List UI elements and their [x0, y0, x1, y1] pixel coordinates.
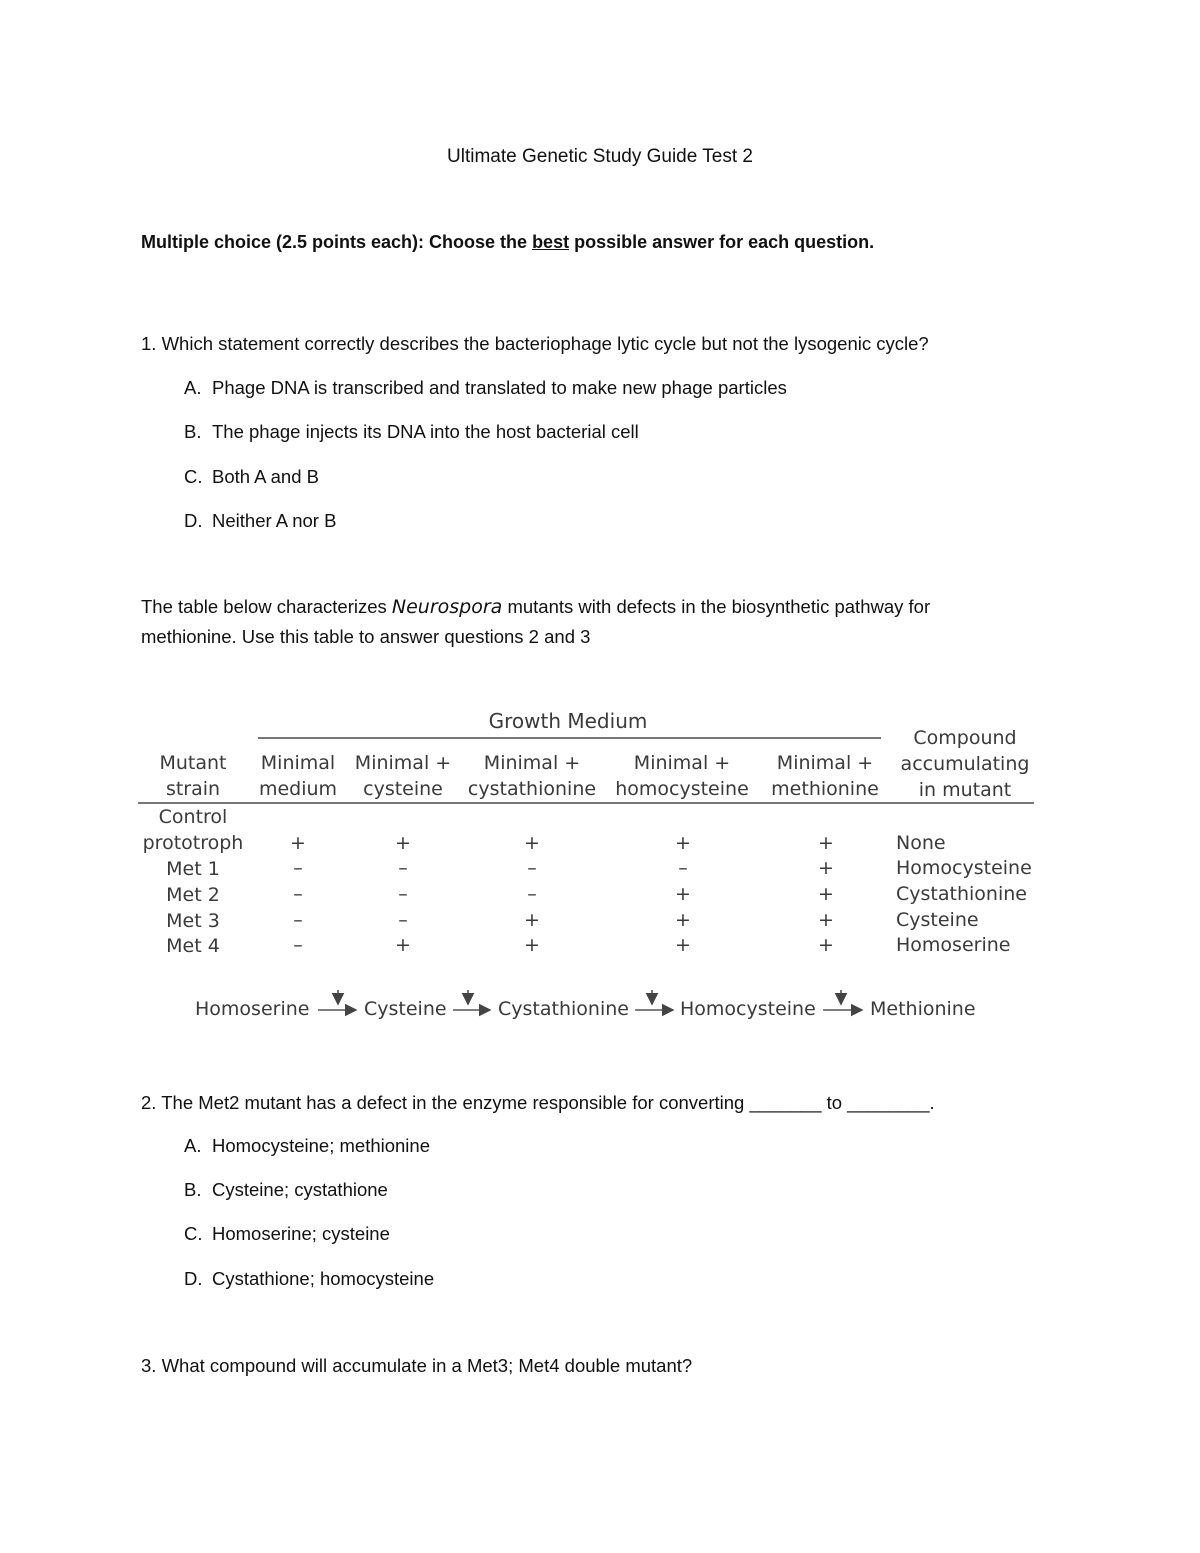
- sign-cell: +: [675, 934, 691, 956]
- sign-cell: –: [398, 857, 408, 879]
- question-text: Which statement correctly describes the bacteriophage lytic cycle but not the lysogenic cycle?: [161, 333, 929, 354]
- option-text: Homoserine; cysteine: [212, 1223, 390, 1244]
- group-rule: [258, 737, 881, 739]
- intro-species: Neurospora: [391, 596, 503, 618]
- q2-option-a: [184, 1135, 430, 1157]
- option-text: Cysteine; cystathione: [212, 1179, 388, 1200]
- header-minimal-cystathionine: Minimal + cystathionine: [467, 752, 597, 800]
- arrow-icon: [453, 990, 490, 1010]
- instructions-emphasis: best: [532, 232, 570, 252]
- compound-cell: Homoserine: [896, 934, 1011, 956]
- row-strain-met1: Met 1: [166, 858, 220, 880]
- sign-cell: +: [524, 909, 540, 931]
- sign-cell: +: [395, 934, 411, 956]
- sign-cell: –: [398, 883, 408, 905]
- instructions-suffix: possible answer for each question.: [569, 232, 875, 252]
- row-strain-met2: Met 2: [166, 884, 220, 906]
- question-text: The Met2 mutant has a defect in the enzyme responsible for converting _______ to ________.: [161, 1092, 935, 1113]
- pathway-step: Cysteine: [364, 998, 447, 1020]
- sign-cell: –: [527, 883, 537, 905]
- sign-cell: +: [524, 832, 540, 854]
- sign-cell: –: [293, 934, 303, 956]
- option-text: Both A and B: [212, 466, 319, 487]
- intro-before: The table below characterizes: [141, 596, 392, 617]
- q1-option-b: [184, 421, 639, 443]
- option-letter: C.: [184, 466, 203, 487]
- q2-option-b: [184, 1179, 388, 1201]
- page-title: Ultimate Genetic Study Guide Test 2: [447, 146, 753, 167]
- instructions-prefix: Multiple choice (2.5 points each): Choose the: [141, 232, 533, 252]
- row-strain-control: Control prototroph: [142, 806, 244, 854]
- pathway-step: Homocysteine: [680, 998, 816, 1020]
- q1-option-d: [184, 510, 336, 532]
- sign-cell: –: [678, 857, 688, 879]
- option-text: Neither A nor B: [212, 510, 337, 531]
- arrow-icon: [823, 990, 862, 1010]
- q1-option-a: [184, 377, 787, 399]
- sign-cell: +: [524, 934, 540, 956]
- header-minimal-methionine: Minimal + methionine: [771, 752, 879, 800]
- sign-cell: –: [293, 883, 303, 905]
- compound-cell: Cystathionine: [896, 883, 1027, 905]
- table-intro: [141, 592, 1041, 651]
- sign-cell: +: [818, 832, 834, 854]
- sign-cell: +: [818, 909, 834, 931]
- methionine-pathway: [138, 990, 1038, 1030]
- header-rule: [138, 802, 1034, 804]
- growth-medium-header: Growth Medium: [488, 709, 648, 733]
- question-number: 2.: [141, 1092, 157, 1113]
- option-text: Homocysteine; methionine: [212, 1135, 430, 1156]
- sign-cell: –: [398, 909, 408, 931]
- compound-cell: None: [896, 832, 946, 854]
- option-letter: C.: [184, 1223, 203, 1244]
- option-text: Cystathione; homocysteine: [212, 1268, 435, 1289]
- neurospora-table-figure: [138, 700, 1038, 1030]
- sign-cell: +: [675, 832, 691, 854]
- option-text: Phage DNA is transcribed and translated to make new phage particles: [212, 377, 787, 398]
- question-2: [141, 1092, 935, 1114]
- header-compound: Compound accumulating in mutant: [900, 727, 1030, 801]
- sign-cell: +: [818, 934, 834, 956]
- intro-after: mutants with defects in the biosynthetic pathway for: [502, 596, 931, 617]
- pathway-step: Homoserine: [195, 998, 310, 1020]
- q2-option-d: [184, 1268, 434, 1290]
- compound-cell: Homocysteine: [896, 857, 1032, 879]
- sign-cell: +: [675, 883, 691, 905]
- sign-cell: +: [818, 857, 834, 879]
- option-text: The phage injects its DNA into the host bacterial cell: [212, 421, 639, 442]
- compound-cell: Cysteine: [896, 909, 979, 931]
- sign-cell: +: [818, 883, 834, 905]
- row-strain-met3: Met 3: [166, 910, 220, 932]
- intro-line2: methionine. Use this table to answer questions 2 and 3: [141, 626, 591, 647]
- option-letter: D.: [184, 510, 203, 531]
- header-minimal-homocysteine: Minimal + homocysteine: [615, 752, 749, 800]
- question-number: 3.: [141, 1355, 157, 1376]
- option-letter: D.: [184, 1268, 203, 1289]
- header-minimal-cysteine: Minimal + cysteine: [354, 752, 452, 800]
- question-number: 1.: [141, 333, 157, 354]
- option-letter: B.: [184, 1179, 202, 1200]
- pathway-step: Methionine: [870, 998, 976, 1020]
- header-strain: Mutant strain: [159, 752, 227, 800]
- question-1: [141, 333, 929, 355]
- pathway-arrows: [138, 990, 1038, 1030]
- sign-cell: –: [293, 909, 303, 931]
- option-letter: A.: [184, 1135, 202, 1156]
- question-text: What compound will accumulate in a Met3; Met4 double mutant?: [161, 1355, 693, 1376]
- header-minimal-medium: Minimal medium: [258, 752, 338, 800]
- q1-option-c: [184, 466, 319, 488]
- sign-cell: +: [290, 832, 306, 854]
- arrow-icon: [318, 990, 356, 1010]
- option-letter: B.: [184, 421, 202, 442]
- instructions: [141, 232, 874, 253]
- sign-cell: –: [527, 857, 537, 879]
- q2-option-c: [184, 1223, 390, 1245]
- question-3: [141, 1355, 692, 1377]
- row-strain-met4: Met 4: [166, 935, 220, 957]
- sign-cell: +: [395, 832, 411, 854]
- arrow-icon: [635, 990, 673, 1010]
- sign-cell: –: [293, 857, 303, 879]
- option-letter: A.: [184, 377, 202, 398]
- pathway-step: Cystathionine: [498, 998, 629, 1020]
- sign-cell: +: [675, 909, 691, 931]
